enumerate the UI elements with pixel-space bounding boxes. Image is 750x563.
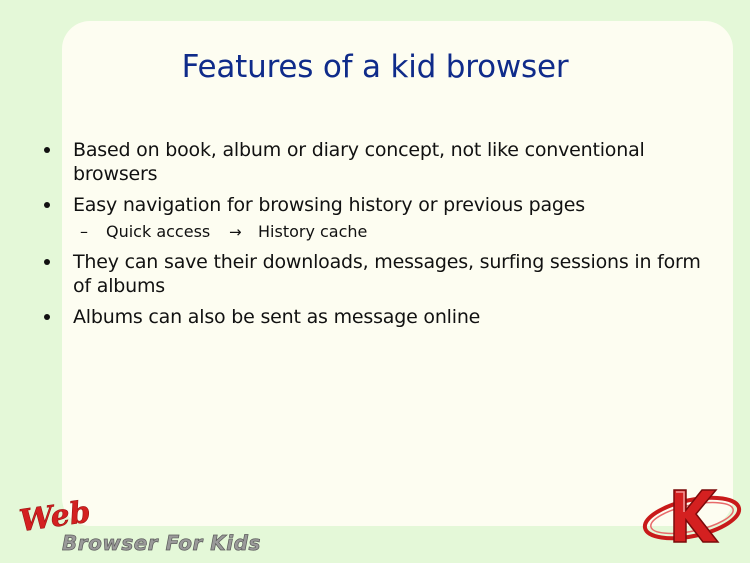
slide-title: Features of a kid browser	[181, 49, 569, 85]
bullet-text: Easy navigation for browsing history or previous pages	[73, 194, 585, 216]
bullet-text: Based on book, album or diary concept, not like conventional browsers	[73, 139, 645, 185]
bullet-text: They can save their downloads, messages, surfing sessions in form of albums	[73, 251, 701, 297]
k-logo-icon	[640, 482, 744, 552]
web-browser-for-kids-logo	[14, 494, 274, 560]
bullet-dot	[44, 147, 50, 153]
sub-bullet-text: Quick access	[106, 222, 211, 241]
arrow-right-icon: →	[229, 223, 242, 241]
logo-browser-for-kids-text: Browser For Kids	[62, 531, 261, 555]
sub-bullet-item	[80, 221, 500, 243]
bullet-dot	[44, 314, 50, 320]
sub-bullet-dash: –	[80, 222, 88, 241]
logo-web-text: Web	[17, 494, 93, 540]
sub-bullet-target: History cache	[258, 222, 368, 241]
bullet-dot	[44, 202, 50, 208]
bullet-dot	[44, 259, 50, 265]
bullet-text: Albums can also be sent as message online	[73, 306, 481, 328]
